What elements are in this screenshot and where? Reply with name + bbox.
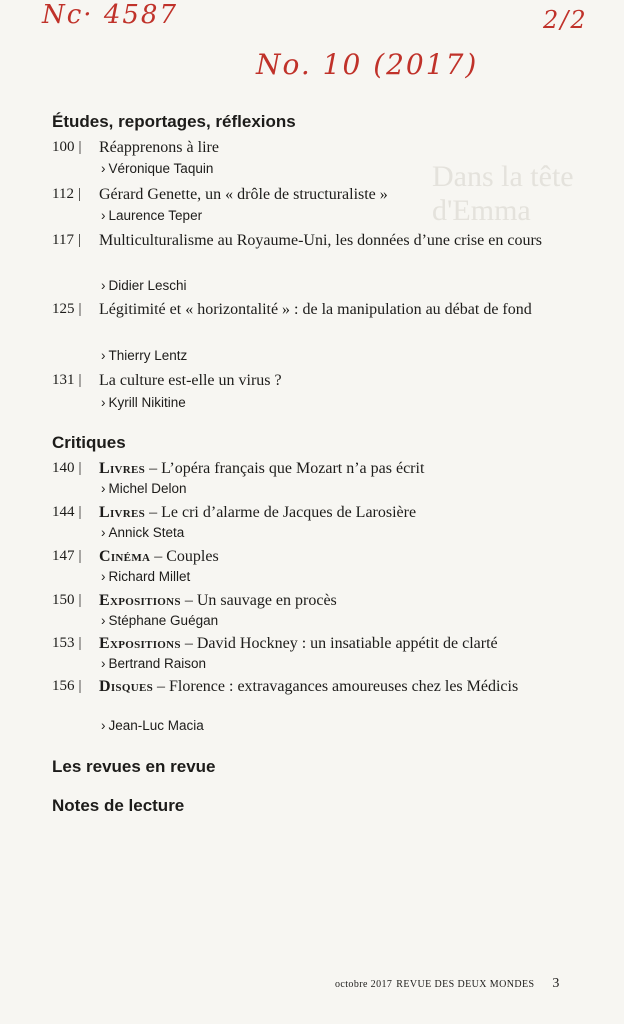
section-title-revues: Les revues en revue <box>52 757 216 776</box>
entry-title: Légitimité et « horizontalité » : de la manipulation au débat de fond <box>99 301 532 318</box>
handwritten-note-page-count: 2/2 <box>543 6 588 34</box>
entry-author: › Didier Leschi <box>101 278 187 293</box>
entry-author: › Richard Millet <box>101 569 191 584</box>
footer-journal: REVUE DES DEUX MONDES <box>396 979 535 990</box>
entry-title: Gérard Genette, un « drôle de structuraliste » <box>99 186 388 203</box>
entry-title: Livres – Le cri d’alarme de Jacques de Larosière <box>99 504 417 521</box>
entry-title: Livres – L’opéra français que Mozart n’a pas écrit <box>99 460 425 477</box>
page-number: 117 | <box>52 232 81 248</box>
entry-author: › Kyrill Nikitine <box>101 395 186 410</box>
entry-category: Cinéma <box>99 548 151 565</box>
entry-category: Expositions <box>99 592 181 609</box>
page-number: 144 | <box>52 504 82 520</box>
footer-page-number: 3 <box>552 976 560 991</box>
entry-author: › Michel Delon <box>101 481 187 496</box>
entry-title: Multiculturalisme au Royaume-Uni, les données d’une crise en cours <box>99 232 542 249</box>
entry-author: › Thierry Lentz <box>101 348 188 363</box>
entry-author: › Laurence Teper <box>101 208 203 223</box>
section-title-critiques: Critiques <box>52 433 126 452</box>
entry-author: › Bertrand Raison <box>101 656 207 671</box>
entry-category: Expositions <box>99 635 181 652</box>
page-number: 156 | <box>52 678 82 694</box>
entry-title: Cinéma – Couples <box>99 548 219 565</box>
show-through: Dans la tête d'Emma <box>432 160 574 227</box>
entry-author: › Véronique Taquin <box>101 161 214 176</box>
page-number: 125 | <box>52 301 82 317</box>
section-title-etudes: Études, reportages, réflexions <box>52 112 296 131</box>
entry-title: Réapprenons à lire <box>99 139 219 156</box>
page-footer <box>335 976 560 992</box>
page-number: 131 | <box>52 372 82 388</box>
footer-date: octobre 2017 <box>335 979 393 990</box>
page-number: 153 | <box>52 635 82 651</box>
page-number: 150 | <box>52 592 82 608</box>
entry-title: Expositions – David Hockney : un insatiable appétit de clarté <box>99 635 498 652</box>
page-number: 112 | <box>52 186 81 202</box>
section-title-notes: Notes de lecture <box>52 796 185 815</box>
entry-title: La culture est-elle un virus ? <box>99 372 282 389</box>
page-number: 100 | <box>52 139 82 155</box>
handwritten-note-reference: Nc· 4587 <box>42 0 179 30</box>
entry-title: Disques – Florence : extravagances amoureuses chez les Médicis <box>99 678 519 695</box>
entry-title: Expositions – Un sauvage en procès <box>99 592 337 609</box>
entry-author: › Annick Steta <box>101 525 185 540</box>
entry-category: Livres <box>99 460 146 477</box>
entry-author: › Jean-Luc Macia <box>101 718 204 733</box>
page-number: 147 | <box>52 548 82 564</box>
page-number: 140 | <box>52 460 82 476</box>
entry-category: Livres <box>99 504 146 521</box>
entry-author: › Stéphane Guégan <box>101 613 219 628</box>
handwritten-note-issue: No. 10 (2017) <box>256 48 479 81</box>
entry-category: Disques <box>99 678 154 695</box>
